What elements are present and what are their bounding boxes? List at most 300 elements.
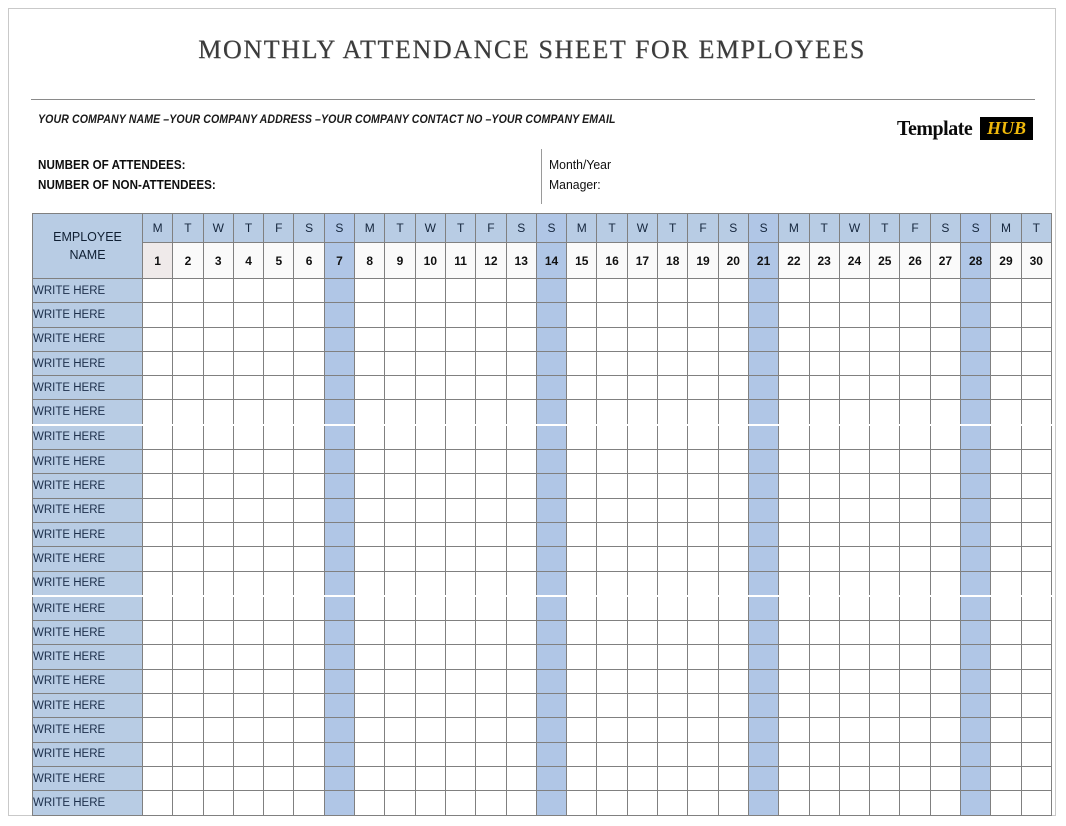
- attendance-mark-cell-day-20[interactable]: [718, 498, 748, 522]
- day-number-header-10[interactable]: 10: [415, 243, 445, 279]
- attendance-mark-cell-day-24[interactable]: [839, 571, 869, 596]
- attendance-mark-cell-day-11[interactable]: [445, 718, 475, 742]
- attendance-mark-cell-day-15[interactable]: [567, 694, 597, 718]
- attendance-mark-cell-day-29[interactable]: [991, 645, 1021, 669]
- attendance-mark-cell-day-18[interactable]: [658, 376, 688, 400]
- attendance-mark-cell-day-3[interactable]: [203, 669, 233, 693]
- attendance-mark-cell-day-12[interactable]: [476, 303, 506, 327]
- attendance-mark-cell-day-17[interactable]: [627, 718, 657, 742]
- attendance-mark-cell-day-30[interactable]: [1021, 474, 1051, 498]
- attendance-mark-cell-day-13[interactable]: [506, 376, 536, 400]
- attendance-mark-cell-day-22[interactable]: [779, 669, 809, 693]
- attendance-mark-cell-day-17[interactable]: [627, 279, 657, 303]
- attendance-mark-cell-day-20[interactable]: [718, 279, 748, 303]
- attendance-mark-cell-day-22[interactable]: [779, 376, 809, 400]
- attendance-mark-cell-day-15[interactable]: [567, 474, 597, 498]
- attendance-mark-cell-day-4[interactable]: [233, 766, 263, 790]
- attendance-mark-cell-day-7[interactable]: [324, 718, 354, 742]
- attendance-mark-cell-day-8[interactable]: [355, 450, 385, 474]
- attendance-mark-cell-day-1[interactable]: [143, 522, 173, 546]
- attendance-mark-cell-day-14[interactable]: [536, 400, 566, 425]
- attendance-mark-cell-day-26[interactable]: [900, 694, 930, 718]
- attendance-mark-cell-day-1[interactable]: [143, 547, 173, 571]
- attendance-mark-cell-day-4[interactable]: [233, 547, 263, 571]
- attendance-mark-cell-day-7[interactable]: [324, 669, 354, 693]
- attendance-mark-cell-day-20[interactable]: [718, 766, 748, 790]
- attendance-mark-cell-day-29[interactable]: [991, 498, 1021, 522]
- attendance-mark-cell-day-27[interactable]: [930, 791, 960, 815]
- attendance-mark-cell-day-10[interactable]: [415, 694, 445, 718]
- attendance-mark-cell-day-5[interactable]: [264, 547, 294, 571]
- attendance-mark-cell-day-4[interactable]: [233, 791, 263, 815]
- attendance-mark-cell-day-16[interactable]: [597, 303, 627, 327]
- attendance-mark-cell-day-8[interactable]: [355, 303, 385, 327]
- day-number-header-14[interactable]: 14: [536, 243, 566, 279]
- attendance-mark-cell-day-9[interactable]: [385, 791, 415, 815]
- attendance-mark-cell-day-25[interactable]: [870, 351, 900, 375]
- attendance-mark-cell-day-11[interactable]: [445, 474, 475, 498]
- attendance-mark-cell-day-29[interactable]: [991, 694, 1021, 718]
- attendance-mark-cell-day-17[interactable]: [627, 327, 657, 351]
- attendance-mark-cell-day-15[interactable]: [567, 791, 597, 815]
- attendance-mark-cell-day-6[interactable]: [294, 303, 324, 327]
- attendance-mark-cell-day-7[interactable]: [324, 327, 354, 351]
- attendance-mark-cell-day-21[interactable]: [748, 791, 778, 815]
- attendance-mark-cell-day-19[interactable]: [688, 425, 718, 450]
- attendance-mark-cell-day-17[interactable]: [627, 596, 657, 621]
- attendance-mark-cell-day-11[interactable]: [445, 742, 475, 766]
- day-number-header-28[interactable]: 28: [961, 243, 991, 279]
- attendance-mark-cell-day-5[interactable]: [264, 327, 294, 351]
- attendance-mark-cell-day-16[interactable]: [597, 400, 627, 425]
- attendance-mark-cell-day-16[interactable]: [597, 327, 627, 351]
- attendance-mark-cell-day-22[interactable]: [779, 327, 809, 351]
- attendance-mark-cell-day-9[interactable]: [385, 669, 415, 693]
- attendance-mark-cell-day-5[interactable]: [264, 766, 294, 790]
- attendance-mark-cell-day-26[interactable]: [900, 547, 930, 571]
- day-number-header-16[interactable]: 16: [597, 243, 627, 279]
- attendance-mark-cell-day-17[interactable]: [627, 621, 657, 645]
- day-number-header-18[interactable]: 18: [658, 243, 688, 279]
- attendance-mark-cell-day-27[interactable]: [930, 766, 960, 790]
- attendance-mark-cell-day-25[interactable]: [870, 547, 900, 571]
- attendance-mark-cell-day-8[interactable]: [355, 694, 385, 718]
- attendance-mark-cell-day-3[interactable]: [203, 425, 233, 450]
- attendance-mark-cell-day-8[interactable]: [355, 669, 385, 693]
- attendance-mark-cell-day-1[interactable]: [143, 791, 173, 815]
- attendance-mark-cell-day-7[interactable]: [324, 571, 354, 596]
- attendance-mark-cell-day-17[interactable]: [627, 425, 657, 450]
- attendance-mark-cell-day-5[interactable]: [264, 645, 294, 669]
- attendance-mark-cell-day-9[interactable]: [385, 621, 415, 645]
- attendance-mark-cell-day-12[interactable]: [476, 742, 506, 766]
- day-number-header-21[interactable]: 21: [748, 243, 778, 279]
- day-number-header-5[interactable]: 5: [264, 243, 294, 279]
- attendance-mark-cell-day-9[interactable]: [385, 327, 415, 351]
- employee-name-input-cell[interactable]: WRITE HERE: [33, 400, 143, 425]
- attendance-mark-cell-day-10[interactable]: [415, 669, 445, 693]
- attendance-mark-cell-day-16[interactable]: [597, 547, 627, 571]
- attendance-mark-cell-day-8[interactable]: [355, 766, 385, 790]
- attendance-mark-cell-day-22[interactable]: [779, 742, 809, 766]
- attendance-mark-cell-day-22[interactable]: [779, 791, 809, 815]
- attendance-mark-cell-day-26[interactable]: [900, 498, 930, 522]
- attendance-mark-cell-day-30[interactable]: [1021, 522, 1051, 546]
- attendance-mark-cell-day-5[interactable]: [264, 694, 294, 718]
- attendance-mark-cell-day-23[interactable]: [809, 571, 839, 596]
- attendance-mark-cell-day-14[interactable]: [536, 474, 566, 498]
- attendance-mark-cell-day-7[interactable]: [324, 694, 354, 718]
- attendance-mark-cell-day-3[interactable]: [203, 351, 233, 375]
- attendance-mark-cell-day-25[interactable]: [870, 327, 900, 351]
- attendance-mark-cell-day-12[interactable]: [476, 279, 506, 303]
- attendance-mark-cell-day-3[interactable]: [203, 376, 233, 400]
- attendance-mark-cell-day-12[interactable]: [476, 450, 506, 474]
- attendance-mark-cell-day-24[interactable]: [839, 327, 869, 351]
- attendance-mark-cell-day-27[interactable]: [930, 718, 960, 742]
- attendance-mark-cell-day-21[interactable]: [748, 645, 778, 669]
- attendance-mark-cell-day-18[interactable]: [658, 474, 688, 498]
- attendance-mark-cell-day-8[interactable]: [355, 571, 385, 596]
- attendance-mark-cell-day-8[interactable]: [355, 498, 385, 522]
- employee-name-input-cell[interactable]: WRITE HERE: [33, 596, 143, 621]
- attendance-mark-cell-day-30[interactable]: [1021, 596, 1051, 621]
- attendance-mark-cell-day-15[interactable]: [567, 498, 597, 522]
- attendance-mark-cell-day-8[interactable]: [355, 621, 385, 645]
- attendance-mark-cell-day-2[interactable]: [173, 547, 203, 571]
- attendance-mark-cell-day-29[interactable]: [991, 621, 1021, 645]
- attendance-mark-cell-day-2[interactable]: [173, 621, 203, 645]
- attendance-mark-cell-day-29[interactable]: [991, 425, 1021, 450]
- attendance-mark-cell-day-29[interactable]: [991, 474, 1021, 498]
- attendance-mark-cell-day-16[interactable]: [597, 694, 627, 718]
- attendance-mark-cell-day-1[interactable]: [143, 474, 173, 498]
- day-number-header-29[interactable]: 29: [991, 243, 1021, 279]
- attendance-mark-cell-day-23[interactable]: [809, 279, 839, 303]
- attendance-mark-cell-day-6[interactable]: [294, 791, 324, 815]
- attendance-mark-cell-day-25[interactable]: [870, 621, 900, 645]
- attendance-mark-cell-day-27[interactable]: [930, 351, 960, 375]
- attendance-mark-cell-day-27[interactable]: [930, 596, 960, 621]
- attendance-mark-cell-day-5[interactable]: [264, 376, 294, 400]
- attendance-mark-cell-day-15[interactable]: [567, 450, 597, 474]
- attendance-mark-cell-day-20[interactable]: [718, 596, 748, 621]
- attendance-mark-cell-day-16[interactable]: [597, 351, 627, 375]
- attendance-mark-cell-day-26[interactable]: [900, 791, 930, 815]
- attendance-mark-cell-day-30[interactable]: [1021, 694, 1051, 718]
- attendance-mark-cell-day-12[interactable]: [476, 351, 506, 375]
- attendance-mark-cell-day-2[interactable]: [173, 400, 203, 425]
- attendance-mark-cell-day-16[interactable]: [597, 279, 627, 303]
- attendance-mark-cell-day-1[interactable]: [143, 621, 173, 645]
- attendance-mark-cell-day-25[interactable]: [870, 522, 900, 546]
- attendance-mark-cell-day-4[interactable]: [233, 279, 263, 303]
- attendance-mark-cell-day-30[interactable]: [1021, 450, 1051, 474]
- attendance-mark-cell-day-28[interactable]: [961, 791, 991, 815]
- attendance-mark-cell-day-14[interactable]: [536, 718, 566, 742]
- attendance-mark-cell-day-6[interactable]: [294, 742, 324, 766]
- attendance-mark-cell-day-6[interactable]: [294, 694, 324, 718]
- attendance-mark-cell-day-6[interactable]: [294, 327, 324, 351]
- day-number-header-17[interactable]: 17: [627, 243, 657, 279]
- employee-name-input-cell[interactable]: WRITE HERE: [33, 621, 143, 645]
- attendance-mark-cell-day-1[interactable]: [143, 279, 173, 303]
- attendance-mark-cell-day-3[interactable]: [203, 694, 233, 718]
- attendance-mark-cell-day-16[interactable]: [597, 645, 627, 669]
- attendance-mark-cell-day-14[interactable]: [536, 742, 566, 766]
- attendance-mark-cell-day-20[interactable]: [718, 303, 748, 327]
- attendance-mark-cell-day-25[interactable]: [870, 742, 900, 766]
- attendance-mark-cell-day-26[interactable]: [900, 742, 930, 766]
- employee-name-input-cell[interactable]: WRITE HERE: [33, 645, 143, 669]
- attendance-mark-cell-day-10[interactable]: [415, 645, 445, 669]
- attendance-mark-cell-day-26[interactable]: [900, 327, 930, 351]
- attendance-mark-cell-day-17[interactable]: [627, 474, 657, 498]
- attendance-mark-cell-day-15[interactable]: [567, 303, 597, 327]
- attendance-mark-cell-day-25[interactable]: [870, 474, 900, 498]
- attendance-mark-cell-day-7[interactable]: [324, 645, 354, 669]
- attendance-mark-cell-day-15[interactable]: [567, 351, 597, 375]
- attendance-mark-cell-day-10[interactable]: [415, 522, 445, 546]
- attendance-mark-cell-day-10[interactable]: [415, 400, 445, 425]
- attendance-mark-cell-day-14[interactable]: [536, 425, 566, 450]
- attendance-mark-cell-day-27[interactable]: [930, 327, 960, 351]
- attendance-mark-cell-day-20[interactable]: [718, 474, 748, 498]
- attendance-mark-cell-day-19[interactable]: [688, 351, 718, 375]
- attendance-mark-cell-day-23[interactable]: [809, 327, 839, 351]
- attendance-mark-cell-day-17[interactable]: [627, 766, 657, 790]
- attendance-mark-cell-day-21[interactable]: [748, 376, 778, 400]
- attendance-mark-cell-day-30[interactable]: [1021, 498, 1051, 522]
- attendance-mark-cell-day-2[interactable]: [173, 645, 203, 669]
- attendance-mark-cell-day-27[interactable]: [930, 279, 960, 303]
- attendance-mark-cell-day-18[interactable]: [658, 425, 688, 450]
- attendance-mark-cell-day-5[interactable]: [264, 669, 294, 693]
- attendance-mark-cell-day-26[interactable]: [900, 718, 930, 742]
- attendance-mark-cell-day-6[interactable]: [294, 498, 324, 522]
- attendance-mark-cell-day-8[interactable]: [355, 425, 385, 450]
- attendance-mark-cell-day-25[interactable]: [870, 645, 900, 669]
- attendance-mark-cell-day-21[interactable]: [748, 571, 778, 596]
- attendance-mark-cell-day-6[interactable]: [294, 766, 324, 790]
- attendance-mark-cell-day-1[interactable]: [143, 694, 173, 718]
- attendance-mark-cell-day-14[interactable]: [536, 498, 566, 522]
- attendance-mark-cell-day-15[interactable]: [567, 621, 597, 645]
- attendance-mark-cell-day-29[interactable]: [991, 596, 1021, 621]
- attendance-mark-cell-day-12[interactable]: [476, 425, 506, 450]
- attendance-mark-cell-day-1[interactable]: [143, 425, 173, 450]
- attendance-mark-cell-day-20[interactable]: [718, 522, 748, 546]
- attendance-mark-cell-day-30[interactable]: [1021, 279, 1051, 303]
- attendance-mark-cell-day-20[interactable]: [718, 425, 748, 450]
- attendance-mark-cell-day-30[interactable]: [1021, 351, 1051, 375]
- attendance-mark-cell-day-21[interactable]: [748, 669, 778, 693]
- attendance-mark-cell-day-27[interactable]: [930, 547, 960, 571]
- attendance-mark-cell-day-2[interactable]: [173, 303, 203, 327]
- attendance-mark-cell-day-10[interactable]: [415, 718, 445, 742]
- attendance-mark-cell-day-23[interactable]: [809, 621, 839, 645]
- attendance-mark-cell-day-12[interactable]: [476, 547, 506, 571]
- attendance-mark-cell-day-4[interactable]: [233, 571, 263, 596]
- attendance-mark-cell-day-29[interactable]: [991, 279, 1021, 303]
- attendance-mark-cell-day-11[interactable]: [445, 303, 475, 327]
- attendance-mark-cell-day-11[interactable]: [445, 645, 475, 669]
- attendance-mark-cell-day-29[interactable]: [991, 547, 1021, 571]
- attendance-mark-cell-day-18[interactable]: [658, 279, 688, 303]
- attendance-mark-cell-day-12[interactable]: [476, 621, 506, 645]
- attendance-mark-cell-day-13[interactable]: [506, 742, 536, 766]
- attendance-mark-cell-day-15[interactable]: [567, 766, 597, 790]
- attendance-mark-cell-day-22[interactable]: [779, 718, 809, 742]
- day-number-header-13[interactable]: 13: [506, 243, 536, 279]
- employee-name-input-cell[interactable]: WRITE HERE: [33, 766, 143, 790]
- attendance-mark-cell-day-13[interactable]: [506, 694, 536, 718]
- attendance-mark-cell-day-18[interactable]: [658, 327, 688, 351]
- day-number-header-7[interactable]: 7: [324, 243, 354, 279]
- day-number-header-6[interactable]: 6: [294, 243, 324, 279]
- attendance-mark-cell-day-10[interactable]: [415, 425, 445, 450]
- attendance-mark-cell-day-28[interactable]: [961, 669, 991, 693]
- attendance-mark-cell-day-27[interactable]: [930, 621, 960, 645]
- attendance-mark-cell-day-10[interactable]: [415, 571, 445, 596]
- attendance-mark-cell-day-19[interactable]: [688, 766, 718, 790]
- employee-name-input-cell[interactable]: WRITE HERE: [33, 498, 143, 522]
- attendance-mark-cell-day-2[interactable]: [173, 498, 203, 522]
- attendance-mark-cell-day-6[interactable]: [294, 351, 324, 375]
- attendance-mark-cell-day-13[interactable]: [506, 547, 536, 571]
- attendance-mark-cell-day-11[interactable]: [445, 791, 475, 815]
- attendance-mark-cell-day-23[interactable]: [809, 547, 839, 571]
- attendance-mark-cell-day-1[interactable]: [143, 718, 173, 742]
- attendance-mark-cell-day-9[interactable]: [385, 303, 415, 327]
- attendance-mark-cell-day-9[interactable]: [385, 474, 415, 498]
- attendance-mark-cell-day-22[interactable]: [779, 522, 809, 546]
- attendance-mark-cell-day-3[interactable]: [203, 621, 233, 645]
- attendance-mark-cell-day-11[interactable]: [445, 279, 475, 303]
- attendance-mark-cell-day-7[interactable]: [324, 742, 354, 766]
- day-number-header-12[interactable]: 12: [476, 243, 506, 279]
- attendance-mark-cell-day-30[interactable]: [1021, 547, 1051, 571]
- attendance-mark-cell-day-19[interactable]: [688, 303, 718, 327]
- attendance-mark-cell-day-10[interactable]: [415, 279, 445, 303]
- attendance-mark-cell-day-23[interactable]: [809, 474, 839, 498]
- attendance-mark-cell-day-19[interactable]: [688, 547, 718, 571]
- attendance-mark-cell-day-24[interactable]: [839, 766, 869, 790]
- attendance-mark-cell-day-27[interactable]: [930, 450, 960, 474]
- attendance-mark-cell-day-28[interactable]: [961, 742, 991, 766]
- attendance-mark-cell-day-24[interactable]: [839, 621, 869, 645]
- attendance-mark-cell-day-26[interactable]: [900, 571, 930, 596]
- attendance-mark-cell-day-7[interactable]: [324, 791, 354, 815]
- attendance-mark-cell-day-17[interactable]: [627, 522, 657, 546]
- attendance-mark-cell-day-1[interactable]: [143, 376, 173, 400]
- attendance-mark-cell-day-26[interactable]: [900, 450, 930, 474]
- attendance-mark-cell-day-29[interactable]: [991, 791, 1021, 815]
- employee-name-input-cell[interactable]: WRITE HERE: [33, 571, 143, 596]
- attendance-mark-cell-day-2[interactable]: [173, 669, 203, 693]
- attendance-mark-cell-day-27[interactable]: [930, 376, 960, 400]
- day-number-header-4[interactable]: 4: [233, 243, 263, 279]
- attendance-mark-cell-day-2[interactable]: [173, 596, 203, 621]
- employee-name-input-cell[interactable]: WRITE HERE: [33, 474, 143, 498]
- attendance-mark-cell-day-28[interactable]: [961, 279, 991, 303]
- attendance-mark-cell-day-30[interactable]: [1021, 766, 1051, 790]
- attendance-mark-cell-day-13[interactable]: [506, 718, 536, 742]
- attendance-mark-cell-day-3[interactable]: [203, 596, 233, 621]
- attendance-mark-cell-day-19[interactable]: [688, 694, 718, 718]
- attendance-mark-cell-day-26[interactable]: [900, 400, 930, 425]
- attendance-mark-cell-day-20[interactable]: [718, 351, 748, 375]
- employee-name-input-cell[interactable]: WRITE HERE: [33, 351, 143, 375]
- attendance-mark-cell-day-20[interactable]: [718, 791, 748, 815]
- employee-name-input-cell[interactable]: WRITE HERE: [33, 718, 143, 742]
- attendance-mark-cell-day-10[interactable]: [415, 327, 445, 351]
- attendance-mark-cell-day-1[interactable]: [143, 645, 173, 669]
- attendance-mark-cell-day-25[interactable]: [870, 279, 900, 303]
- attendance-mark-cell-day-12[interactable]: [476, 766, 506, 790]
- attendance-mark-cell-day-22[interactable]: [779, 498, 809, 522]
- attendance-mark-cell-day-25[interactable]: [870, 718, 900, 742]
- attendance-mark-cell-day-11[interactable]: [445, 450, 475, 474]
- employee-name-input-cell[interactable]: WRITE HERE: [33, 450, 143, 474]
- attendance-mark-cell-day-20[interactable]: [718, 327, 748, 351]
- attendance-mark-cell-day-28[interactable]: [961, 645, 991, 669]
- attendance-mark-cell-day-20[interactable]: [718, 694, 748, 718]
- attendance-mark-cell-day-3[interactable]: [203, 450, 233, 474]
- attendance-mark-cell-day-5[interactable]: [264, 450, 294, 474]
- attendance-mark-cell-day-18[interactable]: [658, 645, 688, 669]
- attendance-mark-cell-day-30[interactable]: [1021, 327, 1051, 351]
- attendance-mark-cell-day-12[interactable]: [476, 645, 506, 669]
- attendance-mark-cell-day-6[interactable]: [294, 400, 324, 425]
- attendance-mark-cell-day-4[interactable]: [233, 694, 263, 718]
- attendance-mark-cell-day-4[interactable]: [233, 621, 263, 645]
- attendance-mark-cell-day-19[interactable]: [688, 669, 718, 693]
- attendance-mark-cell-day-8[interactable]: [355, 645, 385, 669]
- attendance-mark-cell-day-13[interactable]: [506, 351, 536, 375]
- attendance-mark-cell-day-9[interactable]: [385, 766, 415, 790]
- attendance-mark-cell-day-4[interactable]: [233, 474, 263, 498]
- attendance-mark-cell-day-4[interactable]: [233, 669, 263, 693]
- attendance-mark-cell-day-16[interactable]: [597, 766, 627, 790]
- attendance-mark-cell-day-4[interactable]: [233, 351, 263, 375]
- attendance-mark-cell-day-4[interactable]: [233, 742, 263, 766]
- attendance-mark-cell-day-28[interactable]: [961, 547, 991, 571]
- attendance-mark-cell-day-18[interactable]: [658, 669, 688, 693]
- attendance-mark-cell-day-19[interactable]: [688, 522, 718, 546]
- attendance-mark-cell-day-22[interactable]: [779, 474, 809, 498]
- attendance-mark-cell-day-4[interactable]: [233, 376, 263, 400]
- attendance-mark-cell-day-30[interactable]: [1021, 718, 1051, 742]
- attendance-mark-cell-day-12[interactable]: [476, 669, 506, 693]
- attendance-mark-cell-day-26[interactable]: [900, 522, 930, 546]
- attendance-mark-cell-day-9[interactable]: [385, 718, 415, 742]
- attendance-mark-cell-day-10[interactable]: [415, 450, 445, 474]
- attendance-mark-cell-day-19[interactable]: [688, 596, 718, 621]
- attendance-mark-cell-day-27[interactable]: [930, 425, 960, 450]
- attendance-mark-cell-day-23[interactable]: [809, 669, 839, 693]
- attendance-mark-cell-day-22[interactable]: [779, 303, 809, 327]
- attendance-mark-cell-day-16[interactable]: [597, 498, 627, 522]
- attendance-mark-cell-day-26[interactable]: [900, 425, 930, 450]
- attendance-mark-cell-day-6[interactable]: [294, 522, 324, 546]
- attendance-mark-cell-day-16[interactable]: [597, 450, 627, 474]
- attendance-mark-cell-day-28[interactable]: [961, 621, 991, 645]
- attendance-mark-cell-day-24[interactable]: [839, 400, 869, 425]
- attendance-mark-cell-day-14[interactable]: [536, 596, 566, 621]
- attendance-mark-cell-day-4[interactable]: [233, 327, 263, 351]
- attendance-mark-cell-day-20[interactable]: [718, 450, 748, 474]
